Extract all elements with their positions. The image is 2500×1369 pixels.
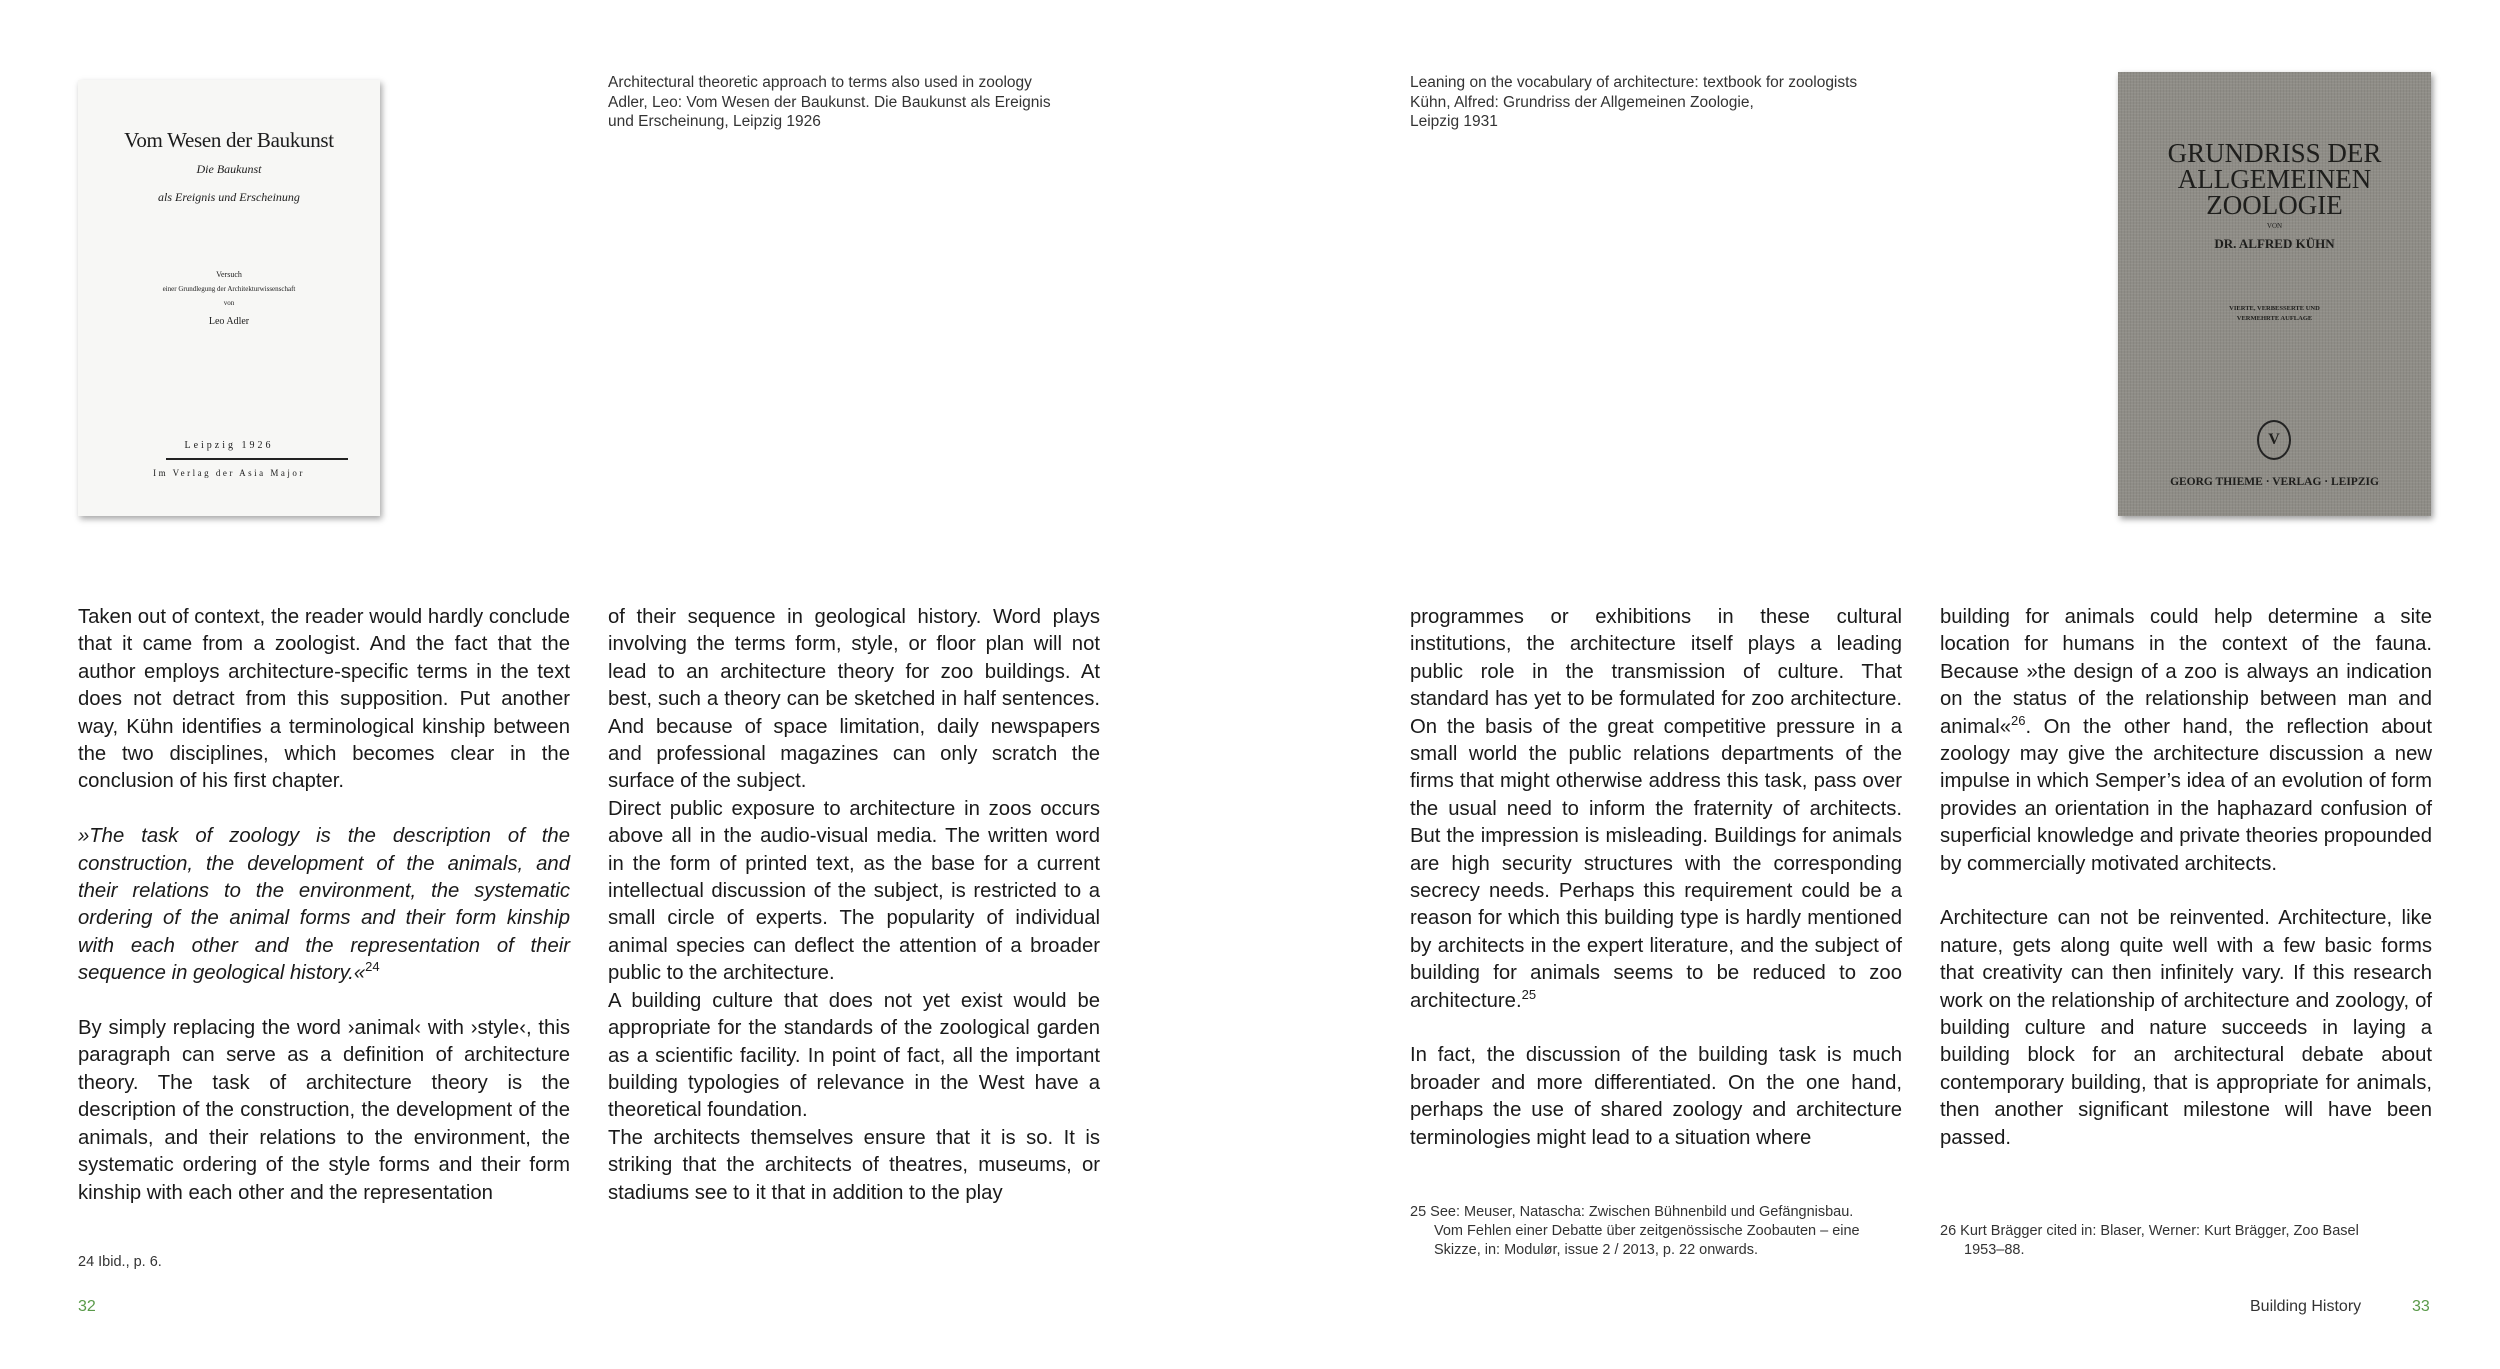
book-cover-kuhn <box>2118 72 2431 516</box>
page-number-right: 33 <box>2412 1298 2430 1315</box>
paragraph: programmes or exhibitions in these cultural institutions, the architecture itself plays a leading public role in the transmission of culture. That standard has yet to be formulated for zoo architecture. On the basis of the great competitive pressure in a small world the public relations departments of the firms that might otherwise address this task, pass over the usual need to inform the fraternity of architects. But the impression is misleading. Buildings for animals are high security structures with the corresponding secrecy needs. Perhaps this requirement could be a reason for which this building type is hardly mentioned by architects in the expert literature, and the subject of building for animals seems to be reduced to zoo architecture.$^{25}$ <box>1410 606 1902 1012</box>
footnote-26: 26 Kurt Brägger cited in: Blaser, Werner: Kurt Brägger, Zoo Basel 1953–88. <box>1940 1223 2359 1258</box>
cover-edition: VIERTE, VERBESSERTE UND VERMEHRTE AUFLAGE <box>2229 305 2320 322</box>
paragraph: The architects themselves ensure that it is so. It is striking that the architects of theatres, museums, or stadiums see to it that in addition to the play <box>608 1126 1100 1204</box>
cover-subtitle-1: Die Baukunst <box>196 162 262 176</box>
cover-title: GRUNDRISS DER ALLGEMEINEN ZOOLOGIE <box>2167 138 2382 220</box>
cover-publisher: Im Verlag der Asia Major <box>153 468 305 478</box>
footnote-24: 24 Ibid., p. 6. <box>78 1254 162 1270</box>
cover-von: VON <box>2266 222 2283 230</box>
paragraph: Taken out of context, the reader would hardly conclude that it came from a zoologist. And the fact that the author employs architecture-specific terms in the text does not detract from this supposition. Put another way, Kühn identifies a terminological kinship between the two disciplines, which becomes clear in the conclusion of his first chapter. <box>78 606 570 793</box>
column-2 <box>608 604 1100 1207</box>
cover-author: Leo Adler <box>208 316 250 327</box>
cover-place-year: Leipzig 1926 <box>184 440 274 451</box>
paragraph: Direct public exposure to architecture in zoos occurs above all in the audio-visual media. The written word in the form of printed text, as the base for a current intellectual discussion of the subject, is restricted to a small circle of experts. The popularity of individual animal species can deflect the attention of a broader public to the architecture. <box>608 797 1100 985</box>
cover-line-3: von <box>223 299 235 307</box>
footnote-ref: 25 <box>1521 986 1537 1002</box>
paragraph: Architecture can not be reinvented. Architecture, like nature, gets along quite well with a few basic forms that creativity can then infinitely vary. If this research work on the relationship of architecture and zoology, of building culture and nature succeeds in laying a building block for an architectural debate about contemporary building, that is appropriate for animals, then another significant milestone will have been passed. <box>1940 907 2432 1149</box>
publisher-emblem-icon: V <box>2257 420 2291 460</box>
paragraph: In fact, the discussion of the building task is much broader and more differentiated. On the one hand, perhaps the use of shared zoology and architecture terminologies might lead to a situation where <box>1410 1044 1902 1149</box>
page-number-left: 32 <box>78 1298 96 1315</box>
footnote-25: 25 See: Meuser, Natascha: Zwischen Bühnenbild und Gefängnisbau. Vom Fehlen einer Debatte über zeitgenössische Zoobauten – eine Skizze, in: Modulør, issue 2 / 2013, p. 22 onwards. <box>1410 1204 1860 1258</box>
book-cover-adler <box>78 80 380 516</box>
quote-paragraph <box>78 823 570 987</box>
footnote-ref: 26 <box>2011 712 2026 728</box>
paragraph: building for animals could help determine a site location for humans in the context of the fauna. Because »the design of a zoo is always an indication on the status of the relationship between man and animal«$^{26}$. On the other hand, the reflection about zoology may give the architecture discussion a new impulse in which Semper’s idea of an evolution of form provides an orientation in the haphazard confusion of superficial knowledge and private theories propounded by commercially motivated architects. <box>1940 606 2432 875</box>
caption-kuhn: Leaning on the vocabulary of architecture: textbook for zoologists Kühn, Alfred: Grundriss der Allgemeinen Zoologie, Leipzig 1931 <box>1410 74 1858 130</box>
cover-publisher: GEORG THIEME · VERLAG · LEIPZIG <box>2170 476 2379 488</box>
caption-adler: Architectural theoretic approach to terms also used in zoology Adler, Leo: Vom Wesen der Baukunst. Die Baukunst als Ereignis und Erscheinung, Leipzig 1926 <box>608 74 1051 130</box>
cover-rule <box>166 458 348 460</box>
column-4 <box>1940 604 2432 1152</box>
column-3 <box>1410 604 1902 1152</box>
cover-title: Vom Wesen der Baukunst <box>124 128 334 152</box>
column-1 <box>78 604 570 1207</box>
paragraph: By simply replacing the word ›animal‹ with ›style‹, this paragraph can serve as a definition of architecture theory. The task of architecture theory is the description of the construction, the development of the animals, and their relations to the environment, the systematic ordering of the style forms and their form kinship with each other and the representation <box>78 1017 570 1204</box>
quote-text: »The task of zoology is the description of the construction, the development of the animals, and their relations to the environment, the systematic ordering of the animal forms and their form kinship with each other and the representation of their sequence in geological history.« <box>78 825 570 985</box>
paragraph: of their sequence in geological history. Word plays involving the terms form, style, or floor plan will not lead to an architecture theory for zoo buildings. At best, such a theory can be sketched in half sentences. And because of space limitation, daily newspapers and professional magazines can only scratch the surface of the subject. <box>608 606 1100 793</box>
running-head: Building History <box>2250 1298 2362 1315</box>
cover-line-1: Versuch <box>216 270 242 279</box>
footnote-ref: 24 <box>365 959 380 975</box>
cover-author: DR. ALFRED KÜHN <box>2214 236 2335 251</box>
paragraph: A building culture that does not yet exist would be appropriate for the standards of the zoological garden as a scientific facility. In point of fact, all the important building typologies of relevance in the West have a theoretical foundation. <box>608 989 1100 1122</box>
cover-subtitle-2: als Ereignis und Erscheinung <box>158 190 300 204</box>
cover-line-2: einer Grundlegung der Architekturwissenschaft <box>162 285 296 293</box>
